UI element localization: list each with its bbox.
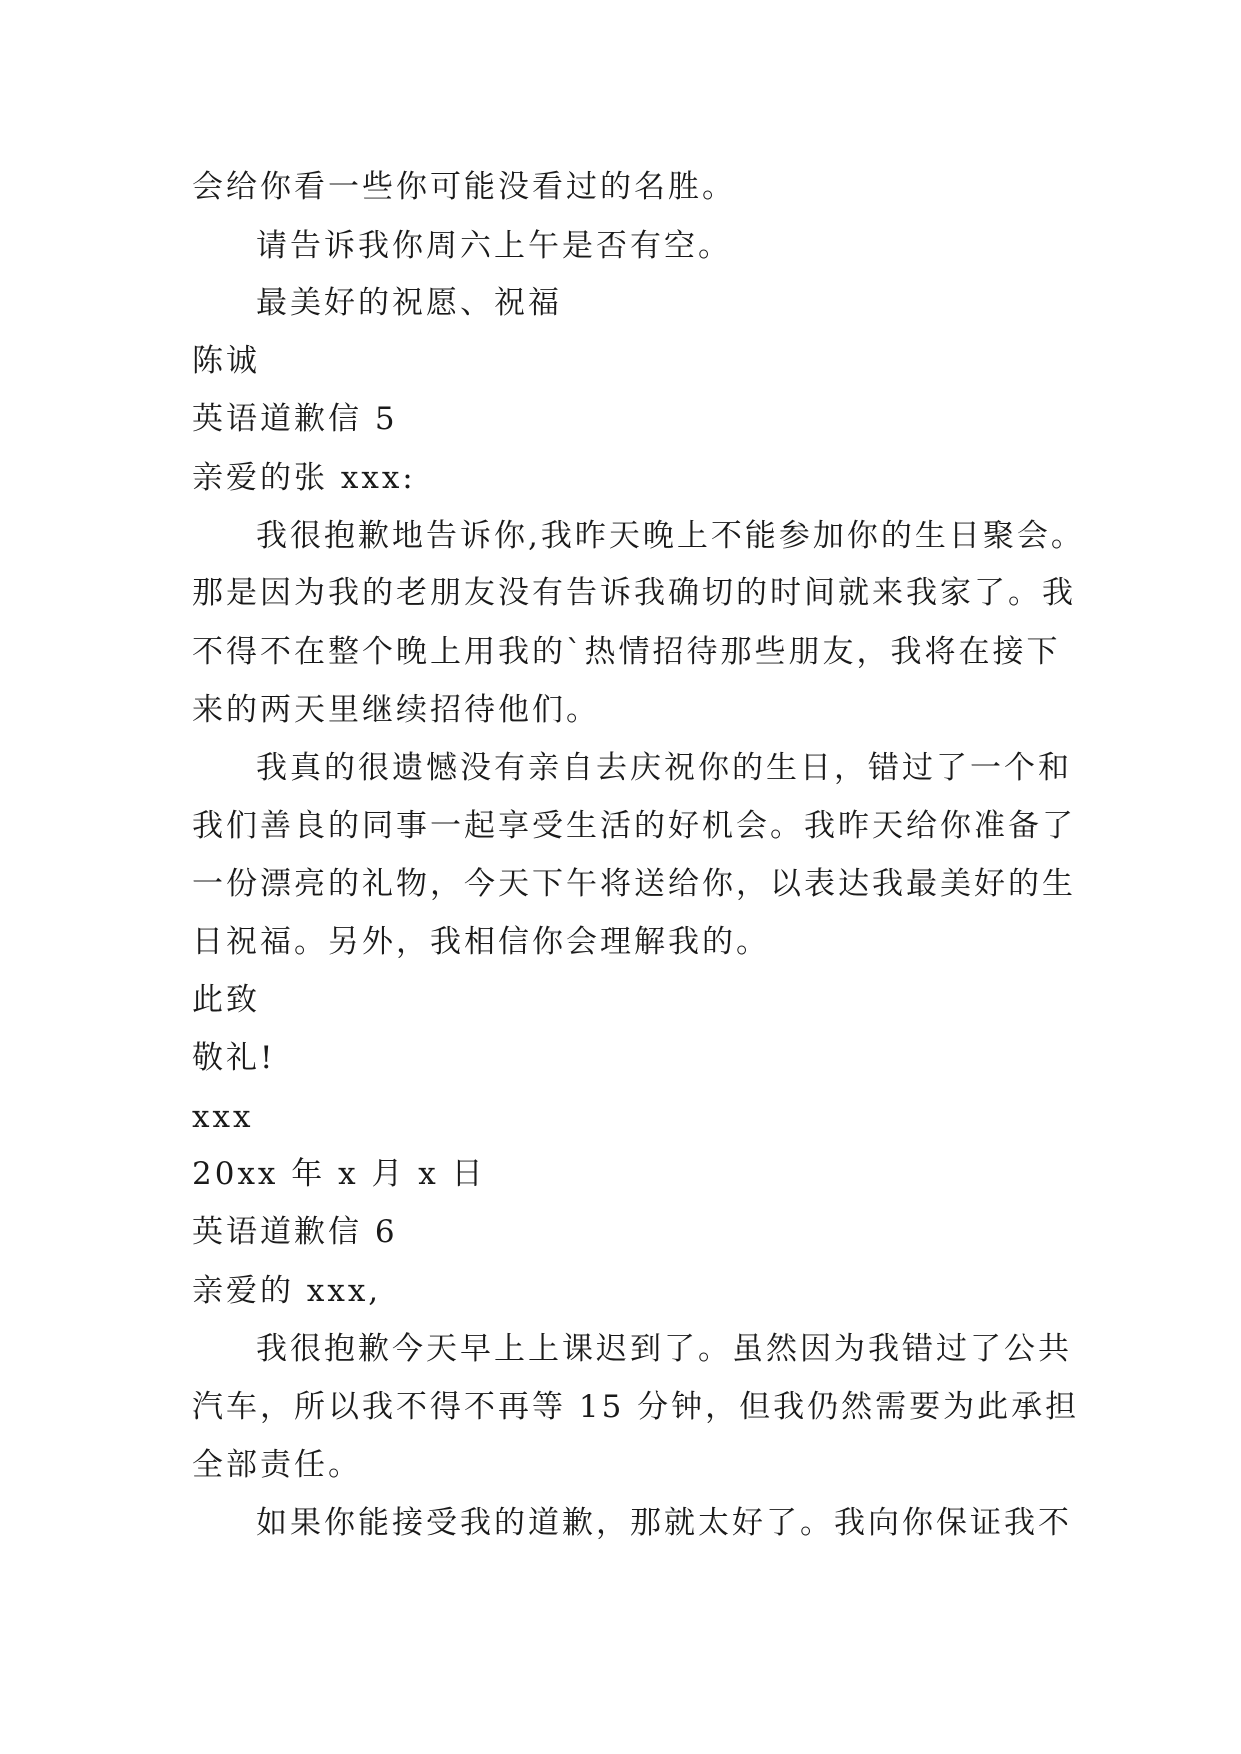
text-line: 请告诉我你周六上午是否有空。 <box>256 228 732 264</box>
closing: 敬礼! <box>192 1040 276 1076</box>
text-line: 一份漂亮的礼物，今天下午将送给你，以表达我最美好的生 <box>192 866 1076 902</box>
text-line: 我真的很遗憾没有亲自去庆祝你的生日，错过了一个和 <box>256 750 1072 786</box>
signature-name: 陈诚 <box>192 343 260 379</box>
text-line: 日祝福。另外，我相信你会理解我的。 <box>192 924 770 960</box>
text-line: 会给你看一些你可能没看过的名胜。 <box>192 169 736 205</box>
salutation: 亲爱的 xxx, <box>192 1273 382 1309</box>
section-heading: 英语道歉信 5 <box>192 401 398 437</box>
text-line: 我们善良的同事一起享受生活的好机会。我昨天给你准备了 <box>192 808 1076 844</box>
text-line: 我很抱歉地告诉你,我昨天晚上不能参加你的生日聚会。 <box>256 518 1085 554</box>
text-line: 不得不在整个晚上用我的`热情招待那些朋友，我将在接下 <box>192 634 1061 670</box>
text-line: 如果你能接受我的道歉，那就太好了。我向你保证我不 <box>256 1505 1072 1541</box>
signature-name: xxx <box>192 1099 254 1135</box>
text-line: 最美好的祝愿、祝福 <box>256 285 562 321</box>
text-line: 那是因为我的老朋友没有告诉我确切的时间就来我家了。我 <box>192 575 1076 611</box>
text-line: 全部责任。 <box>192 1447 362 1483</box>
section-heading: 英语道歉信 6 <box>192 1214 398 1250</box>
closing: 此致 <box>192 982 260 1018</box>
salutation: 亲爱的张 xxx: <box>192 460 416 496</box>
text-line: 汽车，所以我不得不再等 15 分钟，但我仍然需要为此承担 <box>192 1389 1080 1425</box>
text-line: 来的两天里继续招待他们。 <box>192 692 600 728</box>
date-line: 20xx 年 x 月 x 日 <box>192 1156 486 1192</box>
text-line: 我很抱歉今天早上上课迟到了。虽然因为我错过了公共 <box>256 1331 1072 1367</box>
